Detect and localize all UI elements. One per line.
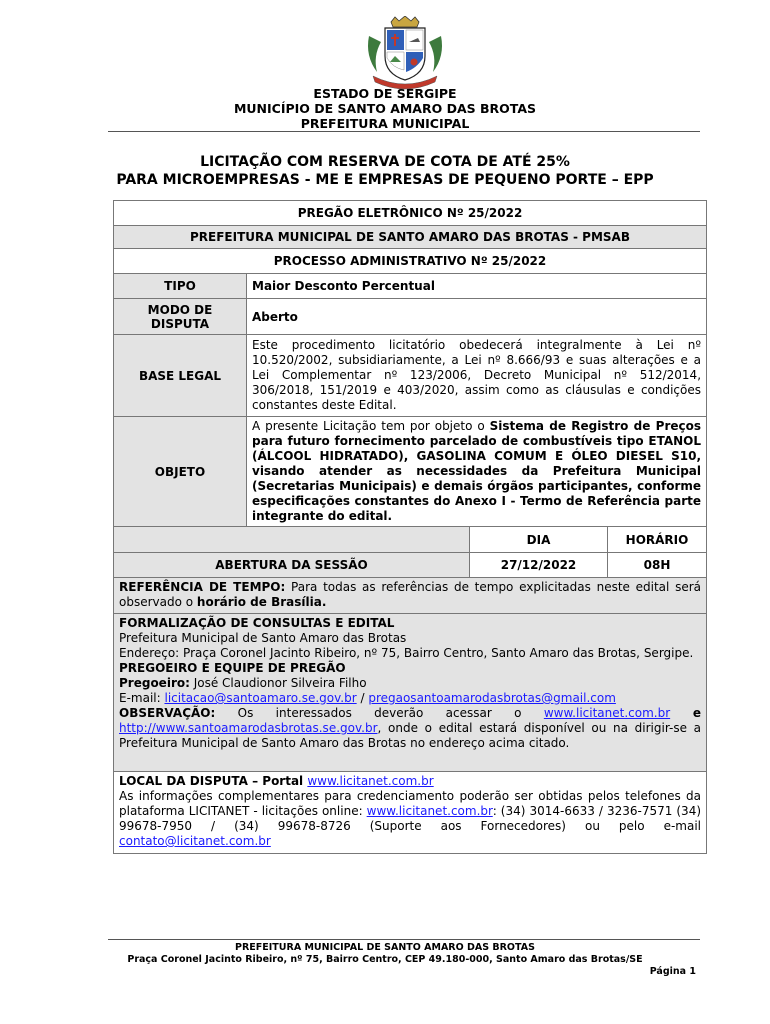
licitation-table bbox=[113, 200, 707, 854]
modo-value: Aberto bbox=[247, 299, 707, 335]
email-line bbox=[119, 691, 701, 706]
document-title bbox=[0, 153, 770, 189]
licitanet-link[interactable]: www.licitanet.com.br bbox=[543, 706, 671, 720]
referencia-tempo bbox=[114, 578, 707, 614]
email-separator: / bbox=[356, 691, 369, 705]
abertura-label: ABERTURA DA SESSÃO bbox=[114, 553, 470, 578]
referencia-label: REFERÊNCIA DE TEMPO: bbox=[119, 580, 286, 594]
horario-header: HORÁRIO bbox=[608, 527, 707, 553]
local-text1: As informações complementares para credenciamento poderão ser obtidas pelos telefones da plataforma LICITANET - licitações online: bbox=[119, 789, 702, 818]
formalizacao-title: FORMALIZAÇÃO DE CONSULTAS E EDITAL bbox=[119, 616, 395, 630]
tipo-label: TIPO bbox=[114, 274, 247, 299]
municipal-crest-logo bbox=[363, 16, 447, 90]
prefeitura-site-link[interactable]: http://www.santoamarodasbrotas.se.gov.br bbox=[119, 721, 378, 735]
header-state: ESTADO DE SERGIPE bbox=[313, 86, 457, 101]
observacao-line bbox=[119, 706, 701, 751]
footer-prefecture: PREFEITURA MUNICIPAL DE SANTO AMARO DAS BROTAS bbox=[235, 942, 535, 953]
dia-header: DIA bbox=[470, 527, 608, 553]
objeto-intro: A presente Licitação tem por objeto o bbox=[252, 419, 490, 433]
base-legal-label: BASE LEGAL bbox=[114, 335, 247, 417]
abertura-hora: 08H bbox=[608, 553, 707, 578]
referencia-horario: horário de Brasília. bbox=[196, 595, 327, 609]
formalizacao-address: Endereço: Praça Coronel Jacinto Ribeiro, nº 75, Bairro Centro, Santo Amaro das Brotas, Sergipe. bbox=[119, 646, 694, 660]
email-link-pregao[interactable]: pregaosantoamarodasbrotas@gmail.com bbox=[368, 691, 616, 705]
local-info bbox=[119, 789, 701, 849]
referencia-text: Para todas as referências de tempo explicitadas neste edital será observado o bbox=[119, 580, 702, 609]
processo-cell: PROCESSO ADMINISTRATIVO Nº 25/2022 bbox=[114, 249, 707, 274]
observacao-e: e bbox=[670, 706, 702, 720]
pregoeiro-title: PREGOEIRO E EQUIPE DE PREGÃO bbox=[119, 661, 346, 675]
title-line-2: PARA MICROEMPRESAS - ME E EMPRESAS DE PEQUENO PORTE – EPP bbox=[116, 172, 654, 188]
email-link-licitacao[interactable]: licitacao@santoamaro.se.gov.br bbox=[164, 691, 357, 705]
local-portal-link[interactable]: www.licitanet.com.br bbox=[307, 774, 434, 788]
pregoeiro-line bbox=[119, 676, 701, 691]
header-divider bbox=[108, 131, 700, 132]
local-email-link[interactable]: contato@licitanet.com.br bbox=[119, 834, 271, 848]
observacao-text1: Os interessados deverão acessar o bbox=[215, 706, 544, 720]
formalizacao-block bbox=[114, 614, 707, 772]
pregao-cell: PREGÃO ELETRÔNICO Nº 25/2022 bbox=[114, 201, 707, 226]
base-legal-value: Este procedimento licitatório obedecerá integralmente à Lei nº 10.520/2002, subsidiariamente, a Lei nº 8.666/93 e suas alterações e a Lei Complementar nº 123/2006, Decreto Municipal nº 512/2014, 306/2018, 151/2019 e 403/2020, assim como as cláusulas e condições constantes deste Edital. bbox=[247, 335, 707, 417]
local-label: LOCAL DA DISPUTA – Portal bbox=[119, 774, 308, 788]
observacao-text2: , onde o edital estará disponível ou na dirigir-se a Prefeitura Municipal de Santo Amaro das Brotas no endereço acima citado. bbox=[119, 721, 702, 750]
formalizacao-line1: Prefeitura Municipal de Santo Amaro das Brotas bbox=[119, 631, 407, 645]
local-text2: : (34) 3014-6633 / 3236-7571 (34) 99678-7950 / (34) 99678-8726 (Suporte aos Fornecedores) ou pelo e-mail bbox=[119, 804, 702, 833]
schedule-spacer bbox=[114, 527, 470, 553]
footer-divider bbox=[108, 939, 700, 940]
pregoeiro-name: José Claudionor Silveira Filho bbox=[189, 676, 367, 690]
prefeitura-cell: PREFEITURA MUNICIPAL DE SANTO AMARO DAS BROTAS - PMSAB bbox=[114, 226, 707, 249]
abertura-dia: 27/12/2022 bbox=[470, 553, 608, 578]
tipo-value: Maior Desconto Percentual bbox=[247, 274, 707, 299]
local-disputa-block bbox=[114, 772, 707, 854]
footer-address: Praça Coronel Jacinto Ribeiro, nº 75, Bairro Centro, CEP 49.180-000, Santo Amaro das Brotas/SE bbox=[127, 954, 643, 965]
header-municipality: MUNICÍPIO DE SANTO AMARO DAS BROTAS bbox=[233, 101, 537, 116]
modo-label: MODO DE DISPUTA bbox=[114, 299, 247, 335]
title-line-1: LICITAÇÃO COM RESERVA DE COTA DE ATÉ 25% bbox=[200, 154, 570, 170]
header-prefecture: PREFEITURA MUNICIPAL bbox=[300, 116, 470, 131]
local-title bbox=[119, 774, 701, 789]
objeto-value bbox=[247, 417, 707, 527]
objeto-label: OBJETO bbox=[114, 417, 247, 527]
email-label: E-mail: bbox=[119, 691, 165, 705]
observacao-label: OBSERVAÇÃO: bbox=[119, 706, 216, 720]
footer-page-number: Página 1 bbox=[649, 966, 696, 977]
pregoeiro-label: Pregoeiro: bbox=[119, 676, 190, 690]
local-licitanet-link[interactable]: www.licitanet.com.br bbox=[366, 804, 493, 818]
objeto-description: Sistema de Registro de Preços para futuro fornecimento parcelado de combustíveis tipo ETANOL (ÁLCOOL HIDRATADO), GASOLINA COMUM E ÓLEO DIESEL S10, visando atender as necessidades da Prefeitura Municipal (Secretarias Municipais) e demais órgãos participantes, conforme especificações constantes do Anexo I - Termo de Referência parte integrante do edital. bbox=[252, 419, 702, 523]
